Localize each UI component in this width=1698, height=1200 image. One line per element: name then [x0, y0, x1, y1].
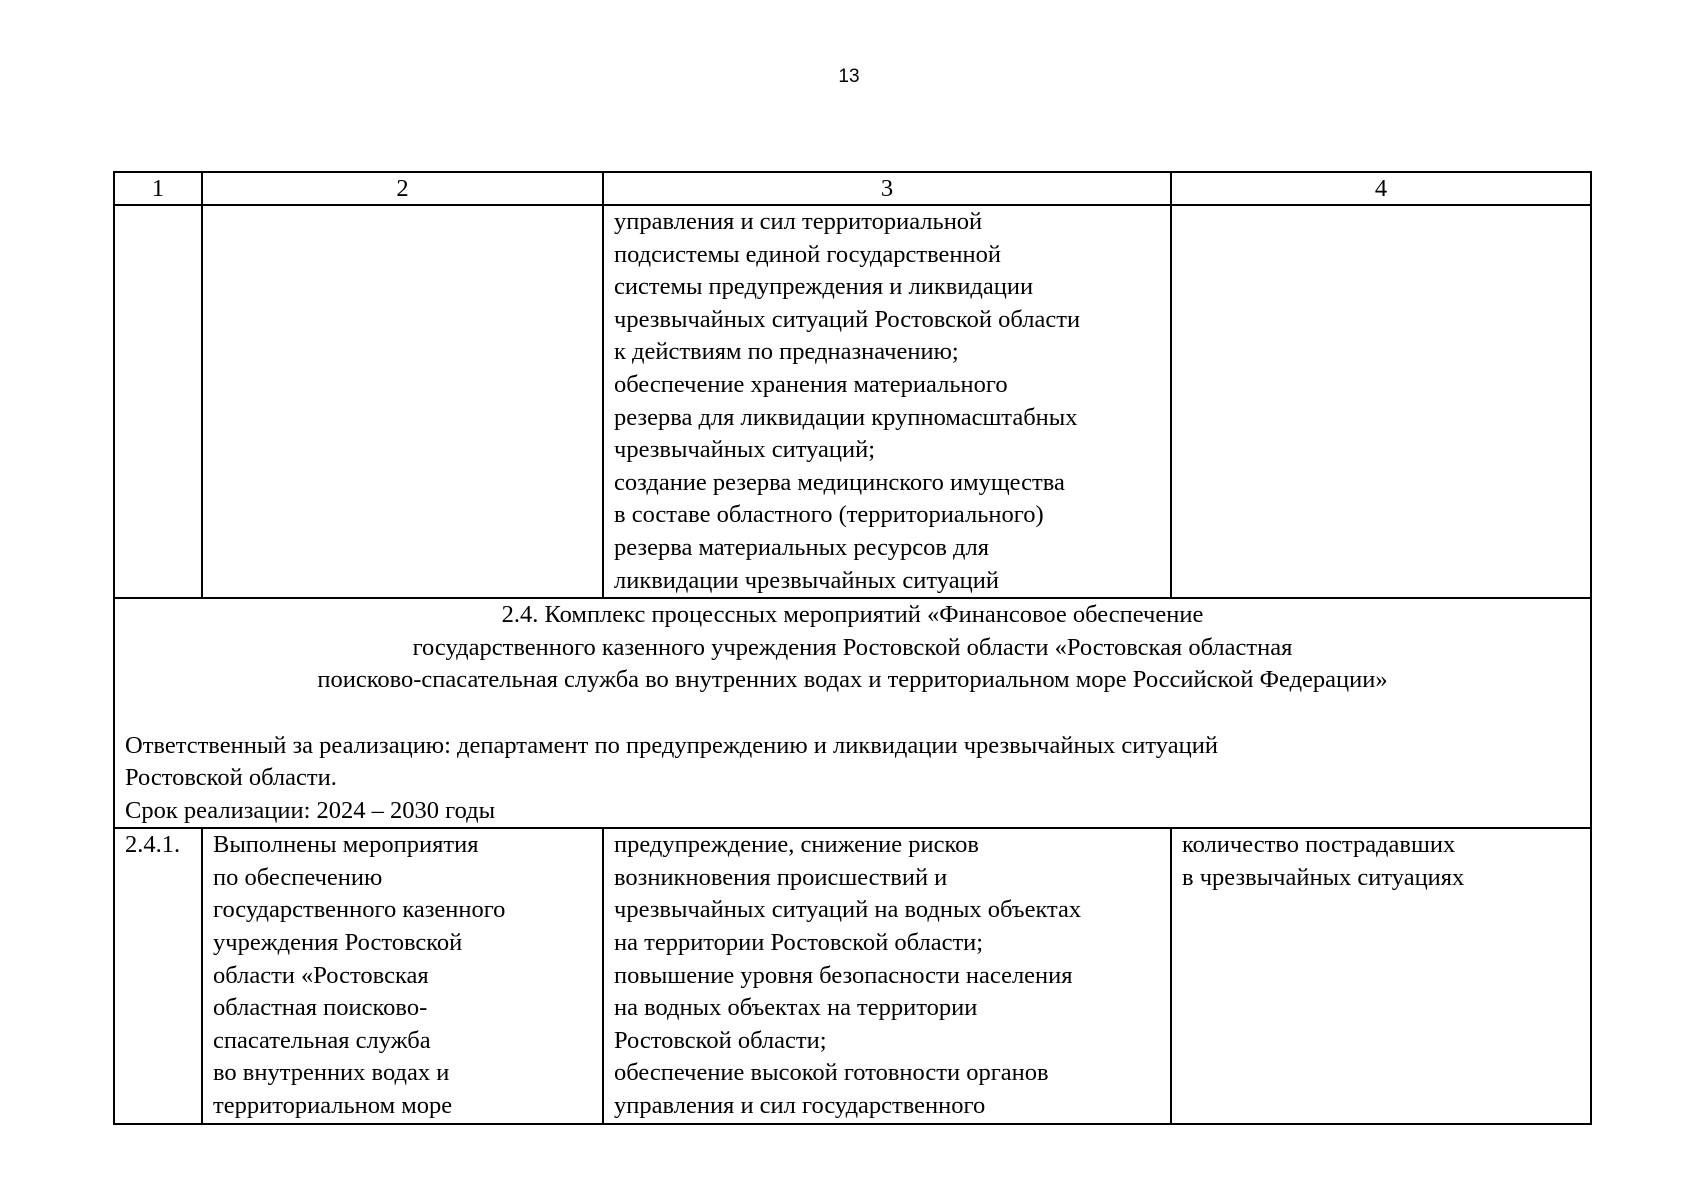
indicator-cell: [1171, 205, 1591, 598]
section-cell: [114, 598, 1591, 828]
table-row: [114, 205, 1591, 598]
section-responsible: Ответственный за реализацию: департамент по предупреждению и ликвидации чрезвычайных ситуаций Ростовской области.: [125, 731, 1218, 792]
row-number-cell: [114, 205, 202, 598]
page-number: 13: [838, 66, 860, 87]
section-title: 2.4. Комплекс процессных мероприятий «Финансовое обеспечение государственного казенного учреждения Ростовской области «Ростовская областная поисково-спасательная служба во внутренних водах и территориальном море Российской Федерации»: [317, 601, 1388, 694]
column-number-1: 1: [114, 172, 202, 205]
event-cell: [202, 205, 603, 598]
section-row: [114, 598, 1591, 828]
table-header-row: [114, 172, 1591, 205]
table-row: [114, 828, 1591, 1123]
measures-table: [113, 171, 1592, 1125]
row-number-cell: 2.4.1.: [114, 828, 202, 1123]
column-number-3: 3: [603, 172, 1171, 205]
event-cell: Выполнены мероприятия по обеспечению государственного казенного учреждения Ростовской области «Ростовская областная поисково- спасательная служба во внутренних водах и территориальном море: [202, 828, 603, 1123]
section-spacer: [125, 697, 1580, 730]
column-number-4: 4: [1171, 172, 1591, 205]
column-number-2: 2: [202, 172, 603, 205]
description-cell: управления и сил территориальной подсистемы единой государственной системы предупреждения и ликвидации чрезвычайных ситуаций Ростовской области к действиям по предназначению; обеспечение хранения материального резерва для ликвидации крупномасштабных чрезвычайных ситуаций; создание резерва медицинского имущества в составе областного (территориального) резерва материальных ресурсов для ликвидации чрезвычайных ситуаций: [603, 205, 1171, 598]
indicator-cell: количество пострадавших в чрезвычайных ситуациях: [1171, 828, 1591, 1123]
description-cell: предупреждение, снижение рисков возникновения происшествий и чрезвычайных ситуаций на водных объектах на территории Ростовской области; повышение уровня безопасности населения на водных объектах на территории Ростовской области; обеспечение высокой готовности органов управления и сил государственного: [603, 828, 1171, 1123]
section-period: Срок реализации: 2024 – 2030 годы: [125, 796, 496, 824]
